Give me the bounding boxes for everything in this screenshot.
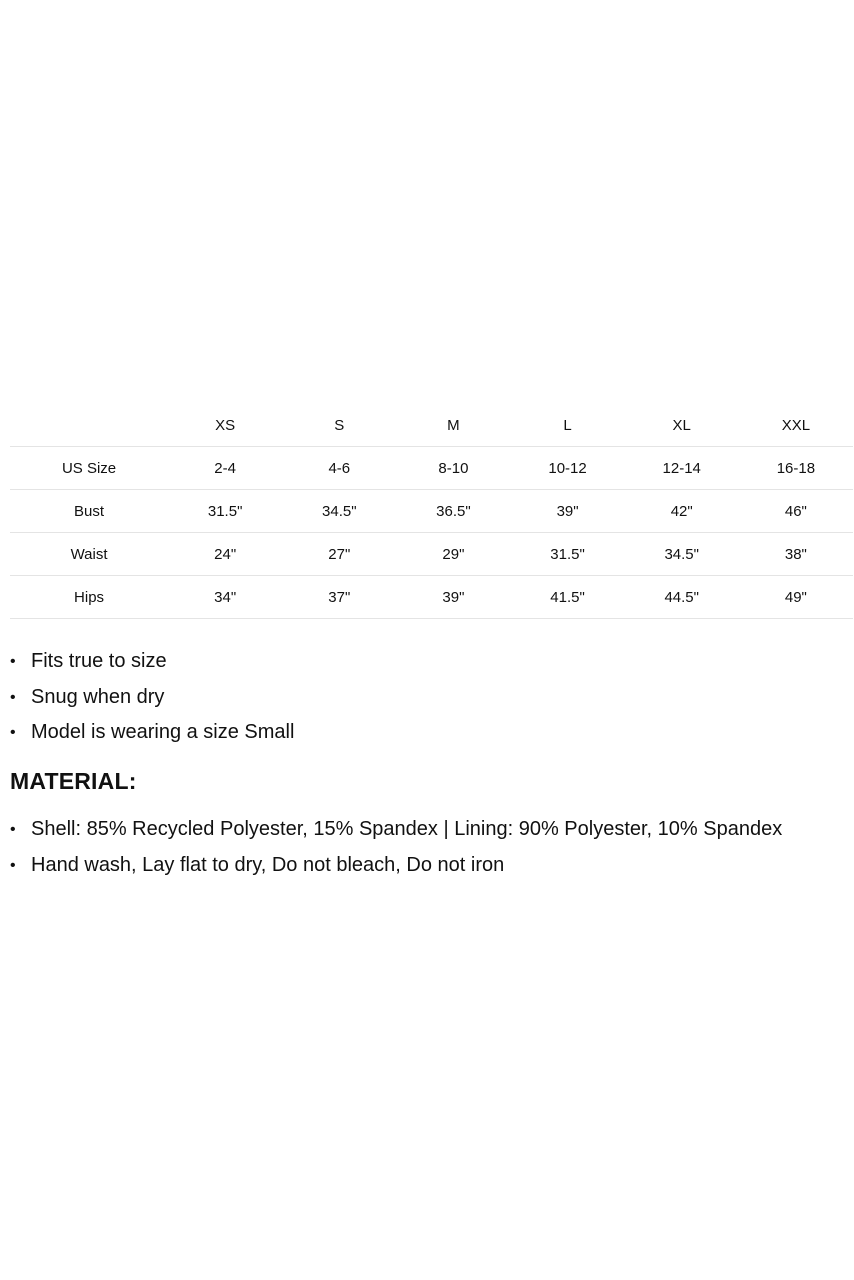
header-size-s: S <box>334 416 345 434</box>
header-size-m: M <box>447 416 460 434</box>
row-label: Bust <box>10 490 168 533</box>
fit-note-text: Fits true to size <box>31 650 167 672</box>
bullet-icon: • <box>10 856 16 874</box>
table-row-waist <box>10 533 853 576</box>
table-cell: 46" <box>739 490 853 533</box>
list-item <box>10 644 294 680</box>
list-item <box>10 680 294 716</box>
table-cell: 41.5" <box>511 576 625 619</box>
table-cell: 29" <box>396 533 510 576</box>
material-list <box>10 812 782 883</box>
table-cell: 16-18 <box>739 447 853 490</box>
table-cell: 34.5" <box>282 490 396 533</box>
table-cell: 49" <box>739 576 853 619</box>
row-label: Hips <box>10 576 168 619</box>
bullet-icon: • <box>10 653 16 670</box>
table-cell: 39" <box>396 576 510 619</box>
table-row-hips <box>10 576 853 619</box>
header-size-xl: XL <box>672 416 691 434</box>
table-cell: 10-12 <box>511 447 625 490</box>
list-item <box>10 848 782 884</box>
table-cell: 24" <box>168 533 282 576</box>
table-cell: 37" <box>282 576 396 619</box>
header-size-l: L <box>563 416 572 434</box>
header-size-xxl: XXL <box>781 416 811 434</box>
table-row-bust <box>10 490 853 533</box>
table-cell: 39" <box>511 490 625 533</box>
size-header-row <box>10 404 853 447</box>
fit-note-text: Snug when dry <box>31 685 165 708</box>
fit-note-text: Model is wearing a size Small <box>31 721 295 743</box>
material-item-text: Hand wash, Lay flat to dry, Do not bleach, Do not iron <box>31 853 505 876</box>
list-item <box>10 715 294 751</box>
table-cell: 4-6 <box>282 447 396 490</box>
table-cell: 34" <box>168 576 282 619</box>
table-cell: 8-10 <box>396 447 510 490</box>
table-cell: 2-4 <box>168 447 282 490</box>
table-cell: 34.5" <box>625 533 739 576</box>
table-cell: 31.5" <box>168 490 282 533</box>
table-row-us-size <box>10 447 853 490</box>
table-cell: 42" <box>625 490 739 533</box>
bullet-icon: • <box>10 724 16 741</box>
table-cell: 31.5" <box>511 533 625 576</box>
material-heading: MATERIAL: <box>10 768 137 794</box>
table-cell: 44.5" <box>625 576 739 619</box>
list-item <box>10 812 782 848</box>
row-label: US Size <box>10 447 168 490</box>
fit-notes-list <box>10 644 294 751</box>
bullet-icon: • <box>10 688 16 706</box>
header-corner-cell <box>10 404 168 447</box>
table-cell: 38" <box>739 533 853 576</box>
material-item-text: Shell: 85% Recycled Polyester, 15% Spandex | Lining: 90% Polyester, 10% Spandex <box>31 818 783 840</box>
table-cell: 12-14 <box>625 447 739 490</box>
bullet-icon: • <box>10 821 16 838</box>
row-label: Waist <box>10 533 168 576</box>
table-cell: 36.5" <box>396 490 510 533</box>
size-chart-table <box>10 404 853 619</box>
table-cell: 27" <box>282 533 396 576</box>
header-size-xs: XS <box>215 416 236 434</box>
